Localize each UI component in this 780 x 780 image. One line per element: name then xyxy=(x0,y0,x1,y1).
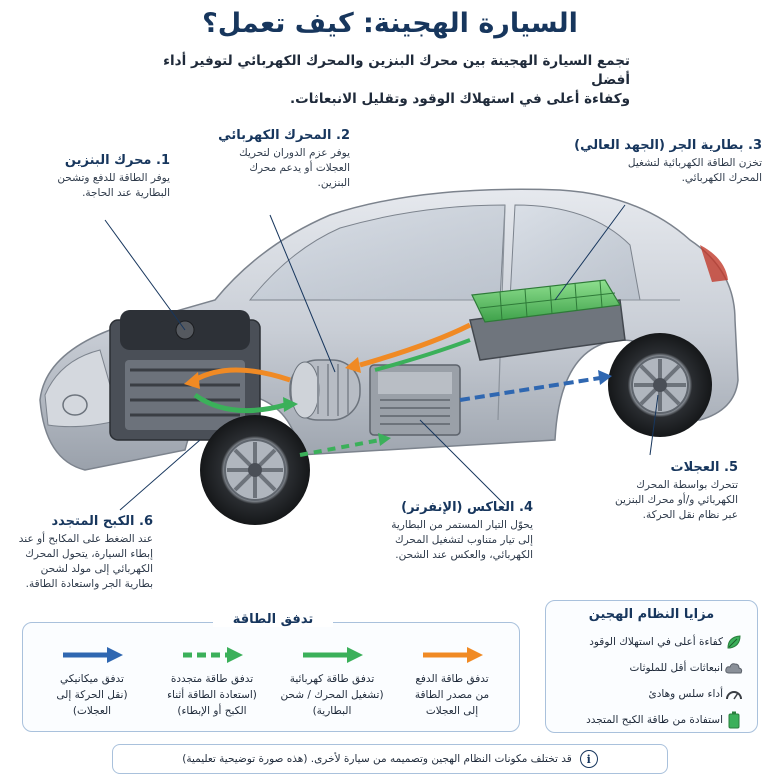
flow-drive-line-2: من مصدر الطاقة xyxy=(414,689,490,701)
flow-item-electric xyxy=(273,645,391,719)
page-subtitle xyxy=(160,52,630,109)
benefit-label: انبعاثات أقل للملوثات xyxy=(629,662,723,674)
flow-item-drive xyxy=(393,645,511,719)
disclaimer-note xyxy=(112,744,668,774)
callout-inverter-desc-2: إلى تيار متناوب لتشغيل المحرك xyxy=(394,534,533,546)
front-wheel xyxy=(200,415,310,525)
flow-electric-line-2: (تشغيل المحرك / شحن xyxy=(280,689,384,701)
energy-flow-legend xyxy=(22,612,520,732)
callout-regen-desc-4: بطارية الجر واستعادة الطاقة. xyxy=(25,578,153,590)
callout-regen xyxy=(8,514,153,592)
flow-regen-line-2: (استعادة الطاقة أثناء xyxy=(167,689,257,701)
energy-flow-title: تدفق الطاقة xyxy=(213,612,333,627)
flow-electric-line-3: البطارية) xyxy=(312,705,352,717)
benefit-label: استفادة من طاقة الكبح المتجدد xyxy=(586,714,723,726)
callout-wheels-title: 5. العجلات xyxy=(670,460,738,475)
orange-arrow-icon xyxy=(417,645,487,665)
info-icon: i xyxy=(580,750,598,768)
cloud-icon xyxy=(723,658,745,678)
callout-battery xyxy=(540,138,762,186)
benefit-label: كفاءة أعلى في استهلاك الوقود xyxy=(589,636,723,648)
benefits-title: مزايا النظام الهجين xyxy=(588,607,715,622)
callout-engine-desc-1: يوفر الطاقة للدفع وتشحن xyxy=(57,172,170,184)
page-title: السيارة الهجينة: كيف تعمل؟ xyxy=(202,8,578,39)
blue-arrow-icon xyxy=(57,645,127,665)
flow-regen-line-3: الكبح أو الإبطاء) xyxy=(177,705,247,717)
callout-motor-desc-2: العجلات أو يدعم محرك xyxy=(249,162,350,174)
callout-wheels-desc-3: عبر نظام نقل الحركة. xyxy=(642,509,738,521)
inverter xyxy=(370,365,460,435)
callout-motor-desc-1: يوفر عزم الدوران لتحريك xyxy=(239,147,350,159)
callout-engine-desc-2: البطارية عند الحاجة. xyxy=(82,187,170,199)
benefits-panel xyxy=(545,600,758,733)
callout-battery-desc-1: تخزن الطاقة الكهربائية لتشغيل xyxy=(627,157,762,169)
callout-motor-desc-3: البنزين. xyxy=(317,177,350,189)
benefit-smooth-performance xyxy=(555,684,745,704)
subtitle-line-2: وكفاءة أعلى في استهلاك الوقود وتقليل الانبعاثات. xyxy=(290,91,630,107)
benefit-regen-energy xyxy=(555,710,745,730)
callout-regen-title: 6. الكبح المتجدد xyxy=(51,514,153,529)
subtitle-line-1: تجمع السيارة الهجينة بين محرك البنزين والمحرك الكهربائي لتوفير أداء أفضل xyxy=(163,53,630,88)
flow-item-mechanical xyxy=(33,645,151,719)
flow-electric-line-1: تدفق طاقة كهربائية xyxy=(289,673,375,685)
rear-wheel xyxy=(608,333,712,437)
green-arrow-icon xyxy=(297,645,367,665)
callout-inverter xyxy=(355,500,533,563)
benefit-label: أداء سلس وهادئ xyxy=(648,688,723,700)
flow-mechanical-line-3: العجلات) xyxy=(72,705,112,717)
battery-icon xyxy=(723,710,745,730)
flow-drive-line-3: إلى العجلات xyxy=(425,705,479,717)
callout-engine xyxy=(20,153,170,201)
callout-regen-desc-1: عند الضغط على المكابح أو عند xyxy=(18,533,153,545)
flow-drive-line-1: تدفق طاقة الدفع xyxy=(415,673,489,685)
callout-wheels xyxy=(578,460,738,523)
callout-motor-title: 2. المحرك الكهربائي xyxy=(218,128,350,143)
leaf-icon xyxy=(723,632,745,652)
callout-inverter-desc-3: الكهربائي، والعكس عند الشحن. xyxy=(395,549,533,561)
callout-wheels-desc-2: الكهربائي و/أو محرك البنزين xyxy=(615,494,738,506)
green-dashed-arrow-icon xyxy=(177,645,247,665)
callout-inverter-desc-1: يحوّل التيار المستمر من البطارية xyxy=(391,519,533,531)
flow-mechanical-line-1: تدفق ميكانيكي xyxy=(60,673,124,685)
gauge-icon xyxy=(723,684,745,704)
flow-item-regenerative xyxy=(153,645,271,719)
flow-regen-line-1: تدفق طاقة متجددة xyxy=(170,673,254,685)
traction-battery xyxy=(470,280,625,360)
benefit-low-emissions xyxy=(555,658,745,678)
callout-motor xyxy=(200,128,350,191)
callout-battery-title: 3. بطارية الجر (الجهد العالي) xyxy=(574,138,762,153)
callout-battery-desc-2: المحرك الكهربائي. xyxy=(681,172,762,184)
disclaimer-text: قد تختلف مكونات النظام الهجين وتصميمه من سيارة لأخرى. (هذه صورة توضيحية تعليمية) xyxy=(182,753,572,765)
callout-engine-title: 1. محرك البنزين xyxy=(64,153,170,168)
callout-inverter-title: 4. العاكس (الإنفرتر) xyxy=(401,500,533,515)
callout-regen-desc-2: إبطاء السيارة، يتحول المحرك xyxy=(25,548,153,560)
benefit-fuel-efficiency xyxy=(555,632,745,652)
callout-wheels-desc-1: تتحرك بواسطة المحرك xyxy=(636,479,738,491)
callout-regen-desc-3: الكهربائي إلى مولد لشحن xyxy=(40,563,153,575)
flow-mechanical-line-2: (نقل الحركة إلى xyxy=(56,689,128,701)
